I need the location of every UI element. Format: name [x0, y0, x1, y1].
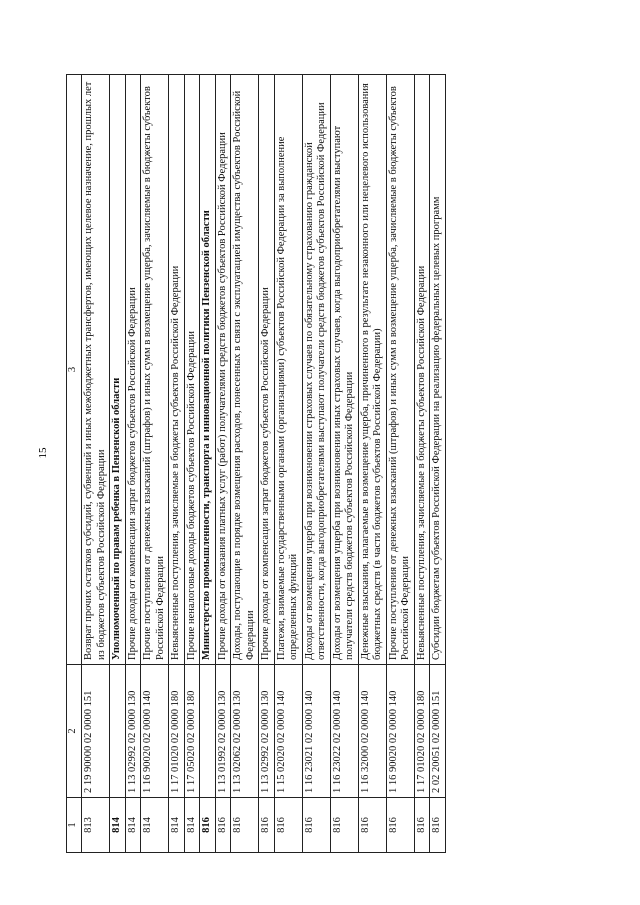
budget-classification-code-cell: 1 13 02062 02 0000 130: [231, 665, 259, 798]
header-col-2: 2: [67, 665, 82, 798]
admin-code-cell: 816: [231, 798, 259, 853]
rotated-page-content: [66, 75, 541, 853]
admin-code-cell: 814: [169, 798, 185, 853]
header-col-1: 1: [67, 798, 82, 853]
table-row: [302, 75, 330, 853]
budget-classification-code-cell: 1 17 05020 02 0000 180: [184, 665, 200, 798]
budget-classification-code-cell: 1 13 01992 02 0000 130: [215, 665, 231, 798]
budget-classification-code-cell: 1 15 02020 02 0000 140: [274, 665, 302, 798]
revenue-name-cell: Возврат прочих остатков субсидий, субвенций и иных межбюджетных трансфертов, имеющих целевое назначение, прошлых лет из бюджетов субъектов Российской Федерации: [82, 75, 110, 665]
revenue-name-cell: Прочие поступления от денежных взысканий (штрафов) и иных сумм в возмещение ущерба, зачисляемые в бюджеты субъектов Российской Федерации: [386, 75, 414, 665]
revenue-name-cell: Денежные взыскания, налагаемые в возмещение ущерба, причиненного в результате незаконного или нецелевого использования бюджетных средств (в части бюджетов субъектов Российской Федерации): [358, 75, 386, 665]
admin-code-cell: 814: [184, 798, 200, 853]
budget-classification-code-cell: 1 13 02992 02 0000 130: [259, 665, 275, 798]
administrator-name-cell: Министерство промышленности, транспорта и инновационной политики Пензенской области: [200, 75, 216, 665]
admin-code-cell: 816: [414, 798, 430, 853]
table-row: [274, 75, 302, 853]
budget-classification-code-cell: 1 17 01020 02 0000 180: [169, 665, 185, 798]
budget-classification-code-cell: 1 17 01020 02 0000 180: [414, 665, 430, 798]
admin-code-cell: 816: [302, 798, 330, 853]
budget-classification-code-cell: 2 02 20051 02 0000 151: [430, 665, 446, 798]
admin-code-cell: 816: [215, 798, 231, 853]
table-header-row: [67, 75, 82, 853]
table-row: [125, 75, 141, 853]
admin-code-cell: 813: [82, 798, 110, 853]
table-row: [184, 75, 200, 853]
admin-code-cell: 816: [200, 798, 216, 853]
admin-code-cell: 816: [330, 798, 358, 853]
revenue-name-cell: Прочие доходы от компенсации затрат бюджетов субъектов Российской Федерации: [259, 75, 275, 665]
revenue-name-cell: Доходы от возмещения ущерба при возникновении иных страховых случаев, когда выгодоприобретателями выступают получатели средств бюджетов субъектов Российской Федерации: [330, 75, 358, 665]
table-row: [141, 75, 169, 853]
header-col-3: 3: [67, 75, 82, 665]
budget-classification-code-cell: 1 16 23021 02 0000 140: [302, 665, 330, 798]
revenue-name-cell: Доходы, поступающие в порядке возмещения расходов, понесенных в связи с эксплуатацией имущества субъектов Российской Федерации: [231, 75, 259, 665]
table-row: [430, 75, 446, 853]
revenue-name-cell: Прочие поступления от денежных взысканий (штрафов) и иных сумм в возмещение ущерба, зачисляемые в бюджеты субъектов Российской Федерации: [141, 75, 169, 665]
page-number: 15: [37, 447, 49, 459]
admin-code-cell: 816: [386, 798, 414, 853]
revenue-name-cell: Невыясненные поступления, зачисляемые в бюджеты субъектов Российской Федерации: [169, 75, 185, 665]
admin-code-cell: 816: [259, 798, 275, 853]
table-row: [414, 75, 430, 853]
revenue-name-cell: Невыясненные поступления, зачисляемые в бюджеты субъектов Российской Федерации: [414, 75, 430, 665]
budget-classification-code-cell: 1 16 23022 02 0000 140: [330, 665, 358, 798]
table-row: [330, 75, 358, 853]
table-body: [82, 75, 446, 853]
admin-code-cell: 814: [110, 798, 126, 853]
revenue-name-cell: Доходы от возмещения ущерба при возникновении страховых случаев по обязательному страхованию гражданской ответственности, когда выгодоприобретателями выступают получатели средств бюджетов субъектов Российской Федерации: [302, 75, 330, 665]
admin-code-cell: 816: [358, 798, 386, 853]
budget-classification-code-cell: 1 16 32000 02 0000 140: [358, 665, 386, 798]
table-row: [110, 75, 126, 853]
budget-classification-code-cell: 2 19 90000 02 0000 151: [82, 665, 110, 798]
budget-classification-code-cell: [200, 665, 216, 798]
table-row: [215, 75, 231, 853]
table-row: [358, 75, 386, 853]
revenue-name-cell: Платежи, взимаемые государственными органами (организациями) субъектов Российской Федерации за выполнение определенных функций: [274, 75, 302, 665]
table-row: [200, 75, 216, 853]
budget-classification-code-cell: [110, 665, 126, 798]
table-row: [386, 75, 414, 853]
revenue-name-cell: Прочие доходы от оказания платных услуг (работ) получателями средств бюджетов субъектов Российской Федерации: [215, 75, 231, 665]
revenue-codes-table: [66, 74, 446, 853]
administrator-name-cell: Уполномоченный по правам ребенка в Пензенской области: [110, 75, 126, 665]
budget-classification-code-cell: 1 13 02992 02 0000 130: [125, 665, 141, 798]
revenue-name-cell: Субсидии бюджетам субъектов Российской Федерации на реализацию федеральных целевых программ: [430, 75, 446, 665]
budget-classification-code-cell: 1 16 90020 02 0000 140: [141, 665, 169, 798]
budget-classification-code-cell: 1 16 90020 02 0000 140: [386, 665, 414, 798]
revenue-name-cell: Прочие неналоговые доходы бюджетов субъектов Российской Федерации: [184, 75, 200, 665]
table-row: [169, 75, 185, 853]
table-row: [82, 75, 110, 853]
table-row: [259, 75, 275, 853]
table-row: [231, 75, 259, 853]
admin-code-cell: 816: [274, 798, 302, 853]
admin-code-cell: 814: [125, 798, 141, 853]
revenue-name-cell: Прочие доходы от компенсации затрат бюджетов субъектов Российской Федерации: [125, 75, 141, 665]
admin-code-cell: 814: [141, 798, 169, 853]
admin-code-cell: 816: [430, 798, 446, 853]
